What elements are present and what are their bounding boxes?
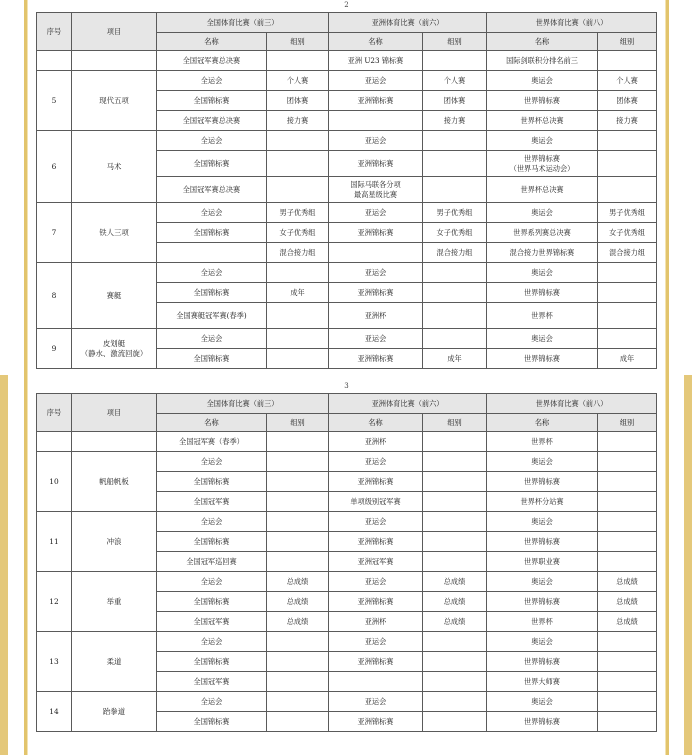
- national-name-cell: 全运会: [157, 452, 267, 472]
- asian-group-cell: 男子优秀组: [423, 203, 487, 223]
- name-header: 名称: [487, 33, 598, 51]
- asian-name-cell: 亚洲锦标赛: [329, 349, 423, 369]
- world-group-cell: [598, 177, 657, 203]
- national-group-cell: 接力赛: [267, 111, 329, 131]
- asian-name-cell: [329, 672, 423, 692]
- project-name: 冲浪: [106, 536, 122, 546]
- world-group-cell: 个人赛: [598, 71, 657, 91]
- world-name-cell: 奥运会: [487, 572, 598, 592]
- table-row: [37, 572, 657, 592]
- continuation-row: [37, 51, 657, 71]
- world-group-cell: [598, 632, 657, 652]
- seq-cell: [37, 51, 72, 71]
- national-group-cell: 总成绩: [267, 612, 329, 632]
- national-group-cell: 成年: [267, 283, 329, 303]
- national-group-cell: [267, 492, 329, 512]
- asian-name-cell: 国际马联各分项 最高星级比赛: [329, 177, 423, 203]
- world-name-cell: 奥运会: [487, 692, 598, 712]
- asian-name-cell: 亚洲 U23 锦标赛: [329, 51, 423, 71]
- world-group-cell: [598, 432, 657, 452]
- national-name-cell: 全国锦标赛: [157, 283, 267, 303]
- world-group-cell: 混合接力组: [598, 243, 657, 263]
- world-name-cell: 世界锦标赛: [487, 472, 598, 492]
- national-name-cell: 全国锦标赛: [157, 151, 267, 177]
- group-header: 组别: [267, 414, 329, 432]
- national-name-cell: 全运会: [157, 329, 267, 349]
- world-group-cell: [598, 532, 657, 552]
- project-cell: [72, 572, 157, 632]
- seq-cell: 8: [37, 263, 72, 329]
- world-name-cell: 世界杯: [487, 303, 598, 329]
- asian-name-cell: 亚洲锦标赛: [329, 91, 423, 111]
- asian-group-cell: [423, 151, 487, 177]
- world-group-cell: [598, 712, 657, 732]
- asian-name-cell: 亚洲锦标赛: [329, 223, 423, 243]
- world-name-cell: 世界锦标赛: [487, 592, 598, 612]
- asian-group-cell: 成年: [423, 349, 487, 369]
- left-gold-margin: [0, 375, 8, 755]
- asian-name-cell: 亚洲杯: [329, 432, 423, 452]
- asian-group-cell: [423, 177, 487, 203]
- world-header: 世界体育比赛（前八）: [487, 13, 657, 33]
- asian-group-cell: [423, 303, 487, 329]
- asian-name-cell: 亚洲杯: [329, 303, 423, 329]
- world-group-cell: [598, 151, 657, 177]
- national-group-cell: [267, 692, 329, 712]
- asian-group-cell: 总成绩: [423, 612, 487, 632]
- asian-group-cell: [423, 712, 487, 732]
- asian-name-cell: 亚运会: [329, 329, 423, 349]
- national-name-cell: 全运会: [157, 263, 267, 283]
- national-group-cell: [267, 552, 329, 572]
- asian-name-cell: 亚运会: [329, 632, 423, 652]
- world-name-cell: 世界大师赛: [487, 672, 598, 692]
- table-row: [37, 632, 657, 652]
- asian-group-cell: 个人赛: [423, 71, 487, 91]
- world-group-cell: 总成绩: [598, 612, 657, 632]
- national-group-cell: 团体赛: [267, 91, 329, 111]
- asian-name-cell: 亚洲锦标赛: [329, 283, 423, 303]
- project-name: 马术: [106, 161, 122, 171]
- world-name-cell: 世界职业赛: [487, 552, 598, 572]
- table-head: [37, 13, 657, 51]
- continuation-row: [37, 432, 657, 452]
- table-row: [37, 329, 657, 349]
- national-name-cell: 全国冠军赛总决赛: [157, 111, 267, 131]
- world-name-cell: 奥运会: [487, 452, 598, 472]
- national-header: 全国体育比赛（前三）: [157, 13, 329, 33]
- asian-name-cell: 亚运会: [329, 512, 423, 532]
- national-group-cell: [267, 177, 329, 203]
- world-name-cell: 世界杯总决赛: [487, 177, 598, 203]
- national-name-cell: 全运会: [157, 632, 267, 652]
- asian-name-cell: 亚洲锦标赛: [329, 652, 423, 672]
- national-group-cell: [267, 652, 329, 672]
- world-name-cell: 世界杯: [487, 612, 598, 632]
- asian-group-cell: [423, 692, 487, 712]
- national-name-cell: 全运会: [157, 203, 267, 223]
- seq-cell: 11: [37, 512, 72, 572]
- world-name-cell: 国际剑联积分排名前三: [487, 51, 598, 71]
- asian-name-cell: 亚运会: [329, 572, 423, 592]
- national-group-cell: [267, 329, 329, 349]
- world-name-cell: 世界杯总决赛: [487, 111, 598, 131]
- world-name-cell: 奥运会: [487, 263, 598, 283]
- world-group-cell: [598, 472, 657, 492]
- asian-name-cell: 单项级别冠军赛: [329, 492, 423, 512]
- world-name-cell: 世界杯分站赛: [487, 492, 598, 512]
- seq-header: 序号: [37, 394, 72, 432]
- project-cell: [72, 632, 157, 692]
- world-name-cell: 世界锦标赛: [487, 532, 598, 552]
- national-group-cell: [267, 432, 329, 452]
- national-name-cell: 全国冠军赛总决赛: [157, 51, 267, 71]
- asian-name-cell: 亚洲锦标赛: [329, 151, 423, 177]
- asian-group-cell: [423, 672, 487, 692]
- national-name-cell: [157, 243, 267, 263]
- project-cell: [72, 263, 157, 329]
- page-number: 2: [344, 1, 349, 9]
- competition-table: [36, 393, 657, 732]
- competition-table: [36, 12, 657, 369]
- name-header: 名称: [157, 33, 267, 51]
- group-header: 组别: [423, 414, 487, 432]
- world-name-cell: 世界杯: [487, 432, 598, 452]
- national-name-cell: 全国冠军巡回赛: [157, 552, 267, 572]
- world-group-cell: 总成绩: [598, 572, 657, 592]
- asian-name-cell: 亚洲锦标赛: [329, 472, 423, 492]
- seq-cell: 9: [37, 329, 72, 369]
- table-body: [37, 51, 657, 369]
- asian-group-cell: [423, 432, 487, 452]
- world-group-cell: 接力赛: [598, 111, 657, 131]
- world-group-cell: [598, 303, 657, 329]
- table-row: [37, 692, 657, 712]
- project-cell: [72, 51, 157, 71]
- name-header: 名称: [329, 33, 423, 51]
- asian-group-cell: [423, 492, 487, 512]
- world-group-cell: [598, 283, 657, 303]
- national-group-cell: [267, 452, 329, 472]
- asian-name-cell: 亚洲锦标赛: [329, 712, 423, 732]
- table-row: [37, 452, 657, 472]
- world-group-cell: [598, 452, 657, 472]
- world-name-cell: 奥运会: [487, 632, 598, 652]
- national-name-cell: 全运会: [157, 71, 267, 91]
- national-group-cell: [267, 303, 329, 329]
- world-name-cell: 奥运会: [487, 131, 598, 151]
- project-name: 皮划艇: [102, 338, 126, 348]
- national-group-cell: 女子优秀组: [267, 223, 329, 243]
- project-cell: [72, 71, 157, 131]
- national-name-cell: 全运会: [157, 512, 267, 532]
- asian-header: 亚洲体育比赛（前六）: [329, 13, 487, 33]
- group-header: 组别: [423, 33, 487, 51]
- seq-cell: 14: [37, 692, 72, 732]
- table-row: [37, 512, 657, 532]
- national-group-cell: [267, 472, 329, 492]
- world-name-cell: 世界锦标赛: [487, 91, 598, 111]
- national-name-cell: 全运会: [157, 572, 267, 592]
- table-row: [37, 263, 657, 283]
- project-cell: [72, 329, 157, 369]
- world-name-cell: 奥运会: [487, 512, 598, 532]
- national-name-cell: 全国锦标赛: [157, 532, 267, 552]
- asian-group-cell: [423, 652, 487, 672]
- asian-name-cell: 亚洲冠军赛: [329, 552, 423, 572]
- group-header: 组别: [598, 414, 657, 432]
- asian-group-cell: 总成绩: [423, 592, 487, 612]
- seq-cell: 7: [37, 203, 72, 263]
- national-group-cell: [267, 632, 329, 652]
- world-group-cell: [598, 492, 657, 512]
- asian-group-cell: 总成绩: [423, 572, 487, 592]
- asian-group-cell: 接力赛: [423, 111, 487, 131]
- world-name-cell: 世界锦标赛: [487, 652, 598, 672]
- project-name: 铁人三项: [99, 227, 129, 237]
- asian-group-cell: [423, 552, 487, 572]
- asian-name-cell: 亚洲锦标赛: [329, 592, 423, 612]
- world-group-cell: [598, 263, 657, 283]
- world-header: 世界体育比赛（前八）: [487, 394, 657, 414]
- project-cell: [72, 131, 157, 203]
- national-name-cell: 全国锦标赛: [157, 223, 267, 243]
- asian-group-cell: [423, 532, 487, 552]
- asian-name-cell: 亚洲锦标赛: [329, 532, 423, 552]
- seq-cell: 5: [37, 71, 72, 131]
- asian-group-cell: [423, 472, 487, 492]
- project-cell: [72, 452, 157, 512]
- national-name-cell: 全国锦标赛: [157, 712, 267, 732]
- project-name: 柔道: [106, 656, 122, 666]
- asian-name-cell: 亚洲杯: [329, 612, 423, 632]
- project-header: 项目: [72, 13, 157, 51]
- national-name-cell: 全国冠军赛: [157, 492, 267, 512]
- world-name-cell: 世界锦标赛: [487, 349, 598, 369]
- national-group-cell: [267, 672, 329, 692]
- world-group-cell: [598, 329, 657, 349]
- name-header: 名称: [487, 414, 598, 432]
- project-cell: [72, 203, 157, 263]
- asian-name-cell: [329, 243, 423, 263]
- page-number: 3: [344, 382, 349, 390]
- group-header: 组别: [598, 33, 657, 51]
- project-cell: [72, 432, 157, 452]
- world-group-cell: [598, 512, 657, 532]
- national-group-cell: [267, 349, 329, 369]
- asian-group-cell: [423, 452, 487, 472]
- table-body: [37, 432, 657, 732]
- asian-name-cell: 亚运会: [329, 692, 423, 712]
- table-row: [37, 71, 657, 91]
- world-group-cell: [598, 672, 657, 692]
- world-name-cell: 混合接力世界锦标赛: [487, 243, 598, 263]
- national-name-cell: 全运会: [157, 131, 267, 151]
- name-header: 名称: [329, 414, 423, 432]
- document-page: [28, 377, 665, 755]
- world-group-cell: [598, 552, 657, 572]
- asian-group-cell: [423, 263, 487, 283]
- table-head: [37, 394, 657, 432]
- national-group-cell: [267, 131, 329, 151]
- project-name: 帆船帆板: [99, 476, 129, 486]
- national-group-cell: 混合接力组: [267, 243, 329, 263]
- national-name-cell: 全国锦标赛: [157, 349, 267, 369]
- asian-group-cell: [423, 131, 487, 151]
- national-group-cell: 总成绩: [267, 592, 329, 612]
- national-name-cell: 全运会: [157, 692, 267, 712]
- asian-group-cell: [423, 51, 487, 71]
- asian-name-cell: 亚运会: [329, 203, 423, 223]
- world-name-cell: 奥运会: [487, 203, 598, 223]
- project-cell: [72, 692, 157, 732]
- national-name-cell: 全国冠军赛总决赛: [157, 177, 267, 203]
- asian-group-cell: [423, 329, 487, 349]
- national-header: 全国体育比赛（前三）: [157, 394, 329, 414]
- project-header: 项目: [72, 394, 157, 432]
- asian-name-cell: 亚运会: [329, 452, 423, 472]
- asian-group-cell: 团体赛: [423, 91, 487, 111]
- national-name-cell: 全国冠军赛（春季）: [157, 432, 267, 452]
- national-name-cell: 全国冠军赛: [157, 612, 267, 632]
- world-group-cell: 女子优秀组: [598, 223, 657, 243]
- asian-group-cell: [423, 512, 487, 532]
- seq-cell: [37, 432, 72, 452]
- name-header: 名称: [157, 414, 267, 432]
- seq-header: 序号: [37, 13, 72, 51]
- national-group-cell: [267, 51, 329, 71]
- table-row: [37, 203, 657, 223]
- asian-group-cell: [423, 283, 487, 303]
- project-cell: [72, 512, 157, 572]
- world-group-cell: 成年: [598, 349, 657, 369]
- national-group-cell: 个人赛: [267, 71, 329, 91]
- national-name-cell: 全国锦标赛: [157, 472, 267, 492]
- national-name-cell: 全国锦标赛: [157, 592, 267, 612]
- project-subtitle: （静水、激流回旋）: [80, 348, 148, 358]
- seq-cell: 6: [37, 131, 72, 203]
- national-group-cell: [267, 712, 329, 732]
- project-name: 跆拳道: [102, 706, 126, 716]
- national-name-cell: 全国锦标赛: [157, 652, 267, 672]
- asian-group-cell: [423, 632, 487, 652]
- national-group-cell: [267, 512, 329, 532]
- world-name-cell: 世界锦标赛: [487, 712, 598, 732]
- world-group-cell: [598, 652, 657, 672]
- world-name-cell: 世界系列赛总决赛: [487, 223, 598, 243]
- world-name-cell: 世界锦标赛 （世界马术运动会）: [487, 151, 598, 177]
- document-page: [28, 0, 665, 372]
- national-group-cell: 总成绩: [267, 572, 329, 592]
- world-group-cell: 男子优秀组: [598, 203, 657, 223]
- world-group-cell: 团体赛: [598, 91, 657, 111]
- world-name-cell: 奥运会: [487, 71, 598, 91]
- right-gold-margin: [684, 375, 692, 755]
- seq-cell: 13: [37, 632, 72, 692]
- world-group-cell: 总成绩: [598, 592, 657, 612]
- group-header: 组别: [267, 33, 329, 51]
- asian-group-cell: 女子优秀组: [423, 223, 487, 243]
- right-gold-rule-inner: [665, 0, 666, 755]
- asian-header: 亚洲体育比赛（前六）: [329, 394, 487, 414]
- national-name-cell: 全国冠军赛: [157, 672, 267, 692]
- seq-cell: 12: [37, 572, 72, 632]
- asian-group-cell: 混合接力组: [423, 243, 487, 263]
- project-name: 现代五项: [99, 95, 129, 105]
- national-group-cell: 男子优秀组: [267, 203, 329, 223]
- national-name-cell: 全国赛艇冠军赛(春季): [157, 303, 267, 329]
- national-group-cell: [267, 263, 329, 283]
- world-name-cell: 奥运会: [487, 329, 598, 349]
- asian-name-cell: [329, 111, 423, 131]
- project-name: 赛艇: [106, 290, 122, 300]
- asian-name-cell: 亚运会: [329, 71, 423, 91]
- table-row: [37, 131, 657, 151]
- seq-cell: 10: [37, 452, 72, 512]
- world-group-cell: [598, 692, 657, 712]
- right-gold-rule: [666, 0, 669, 755]
- project-name: 举重: [106, 596, 122, 606]
- world-group-cell: [598, 51, 657, 71]
- world-group-cell: [598, 131, 657, 151]
- asian-name-cell: 亚运会: [329, 263, 423, 283]
- world-name-cell: 世界锦标赛: [487, 283, 598, 303]
- asian-name-cell: 亚运会: [329, 131, 423, 151]
- national-name-cell: 全国锦标赛: [157, 91, 267, 111]
- national-group-cell: [267, 151, 329, 177]
- national-group-cell: [267, 532, 329, 552]
